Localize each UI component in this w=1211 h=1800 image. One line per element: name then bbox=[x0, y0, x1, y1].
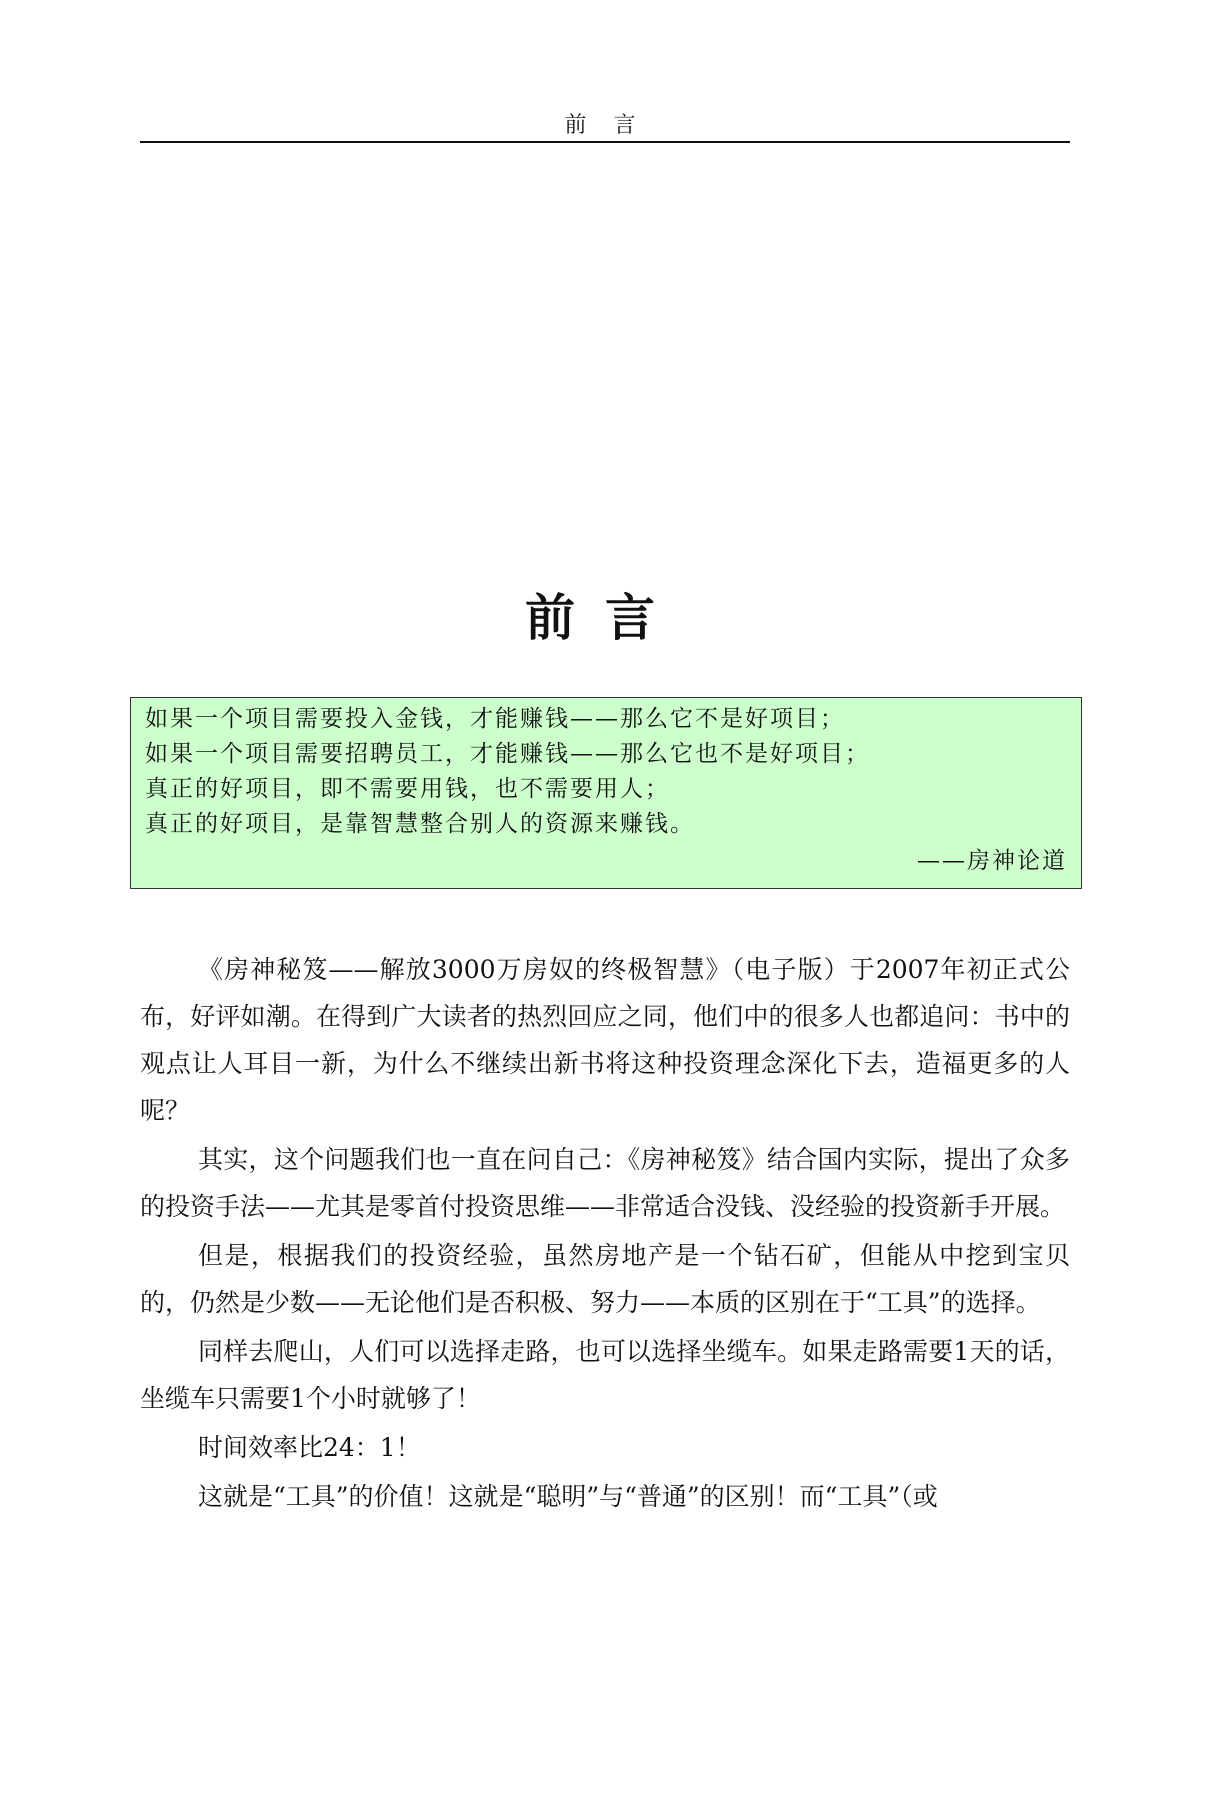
epigraph-line: 真正的好项目，是靠智慧整合别人的资源来赚钱。 bbox=[145, 811, 695, 837]
paragraph: 这就是“工具”的价值！这就是“聪明”与“普通”的区别！而“工具”（或 bbox=[198, 1482, 938, 1511]
paragraph: 同样去爬山，人们可以选择走路，也可以选择坐缆车。如果走路需要1天的话，坐缆车只需要1个小时就够了！ bbox=[140, 1337, 1070, 1413]
epigraph-box bbox=[130, 697, 1082, 889]
paragraph: 时间效率比24：1！ bbox=[198, 1433, 421, 1462]
body-text bbox=[140, 946, 1070, 1522]
chapter-title: 前言 bbox=[525, 589, 685, 647]
epigraph-line: 真正的好项目，即不需要用钱，也不需要用人； bbox=[145, 776, 670, 802]
running-header: 前 言 bbox=[564, 113, 646, 138]
paragraph: 但是，根据我们的投资经验，虽然房地产是一个钻石矿，但能从中挖到宝贝的，仍然是少数——无论他们是否积极、努力——本质的区别在于“工具”的选择。 bbox=[140, 1241, 1070, 1317]
paragraph: 其实，这个问题我们也一直在问自己：《房神秘笈》结合国内实际，提出了众多的投资手法——尤其是零首付投资思维——非常适合没钱、没经验的投资新手开展。 bbox=[140, 1145, 1070, 1221]
paragraph: 《房神秘笈——解放3000万房奴的终极智慧》（电子版）于2007年初正式公布，好评如潮。在得到广大读者的热烈回应之同，他们中的很多人也都追问：书中的观点让人耳目一新，为什么不继续出新书将这种投资理念深化下去，造福更多的人呢？ bbox=[140, 955, 1070, 1125]
epigraph-attribution: ——房神论道 bbox=[917, 848, 1067, 874]
epigraph-line: 如果一个项目需要招聘员工，才能赚钱——那么它也不是好项目； bbox=[145, 741, 870, 767]
epigraph-line: 如果一个项目需要投入金钱，才能赚钱——那么它不是好项目； bbox=[145, 706, 845, 732]
header-rule bbox=[140, 141, 1070, 143]
